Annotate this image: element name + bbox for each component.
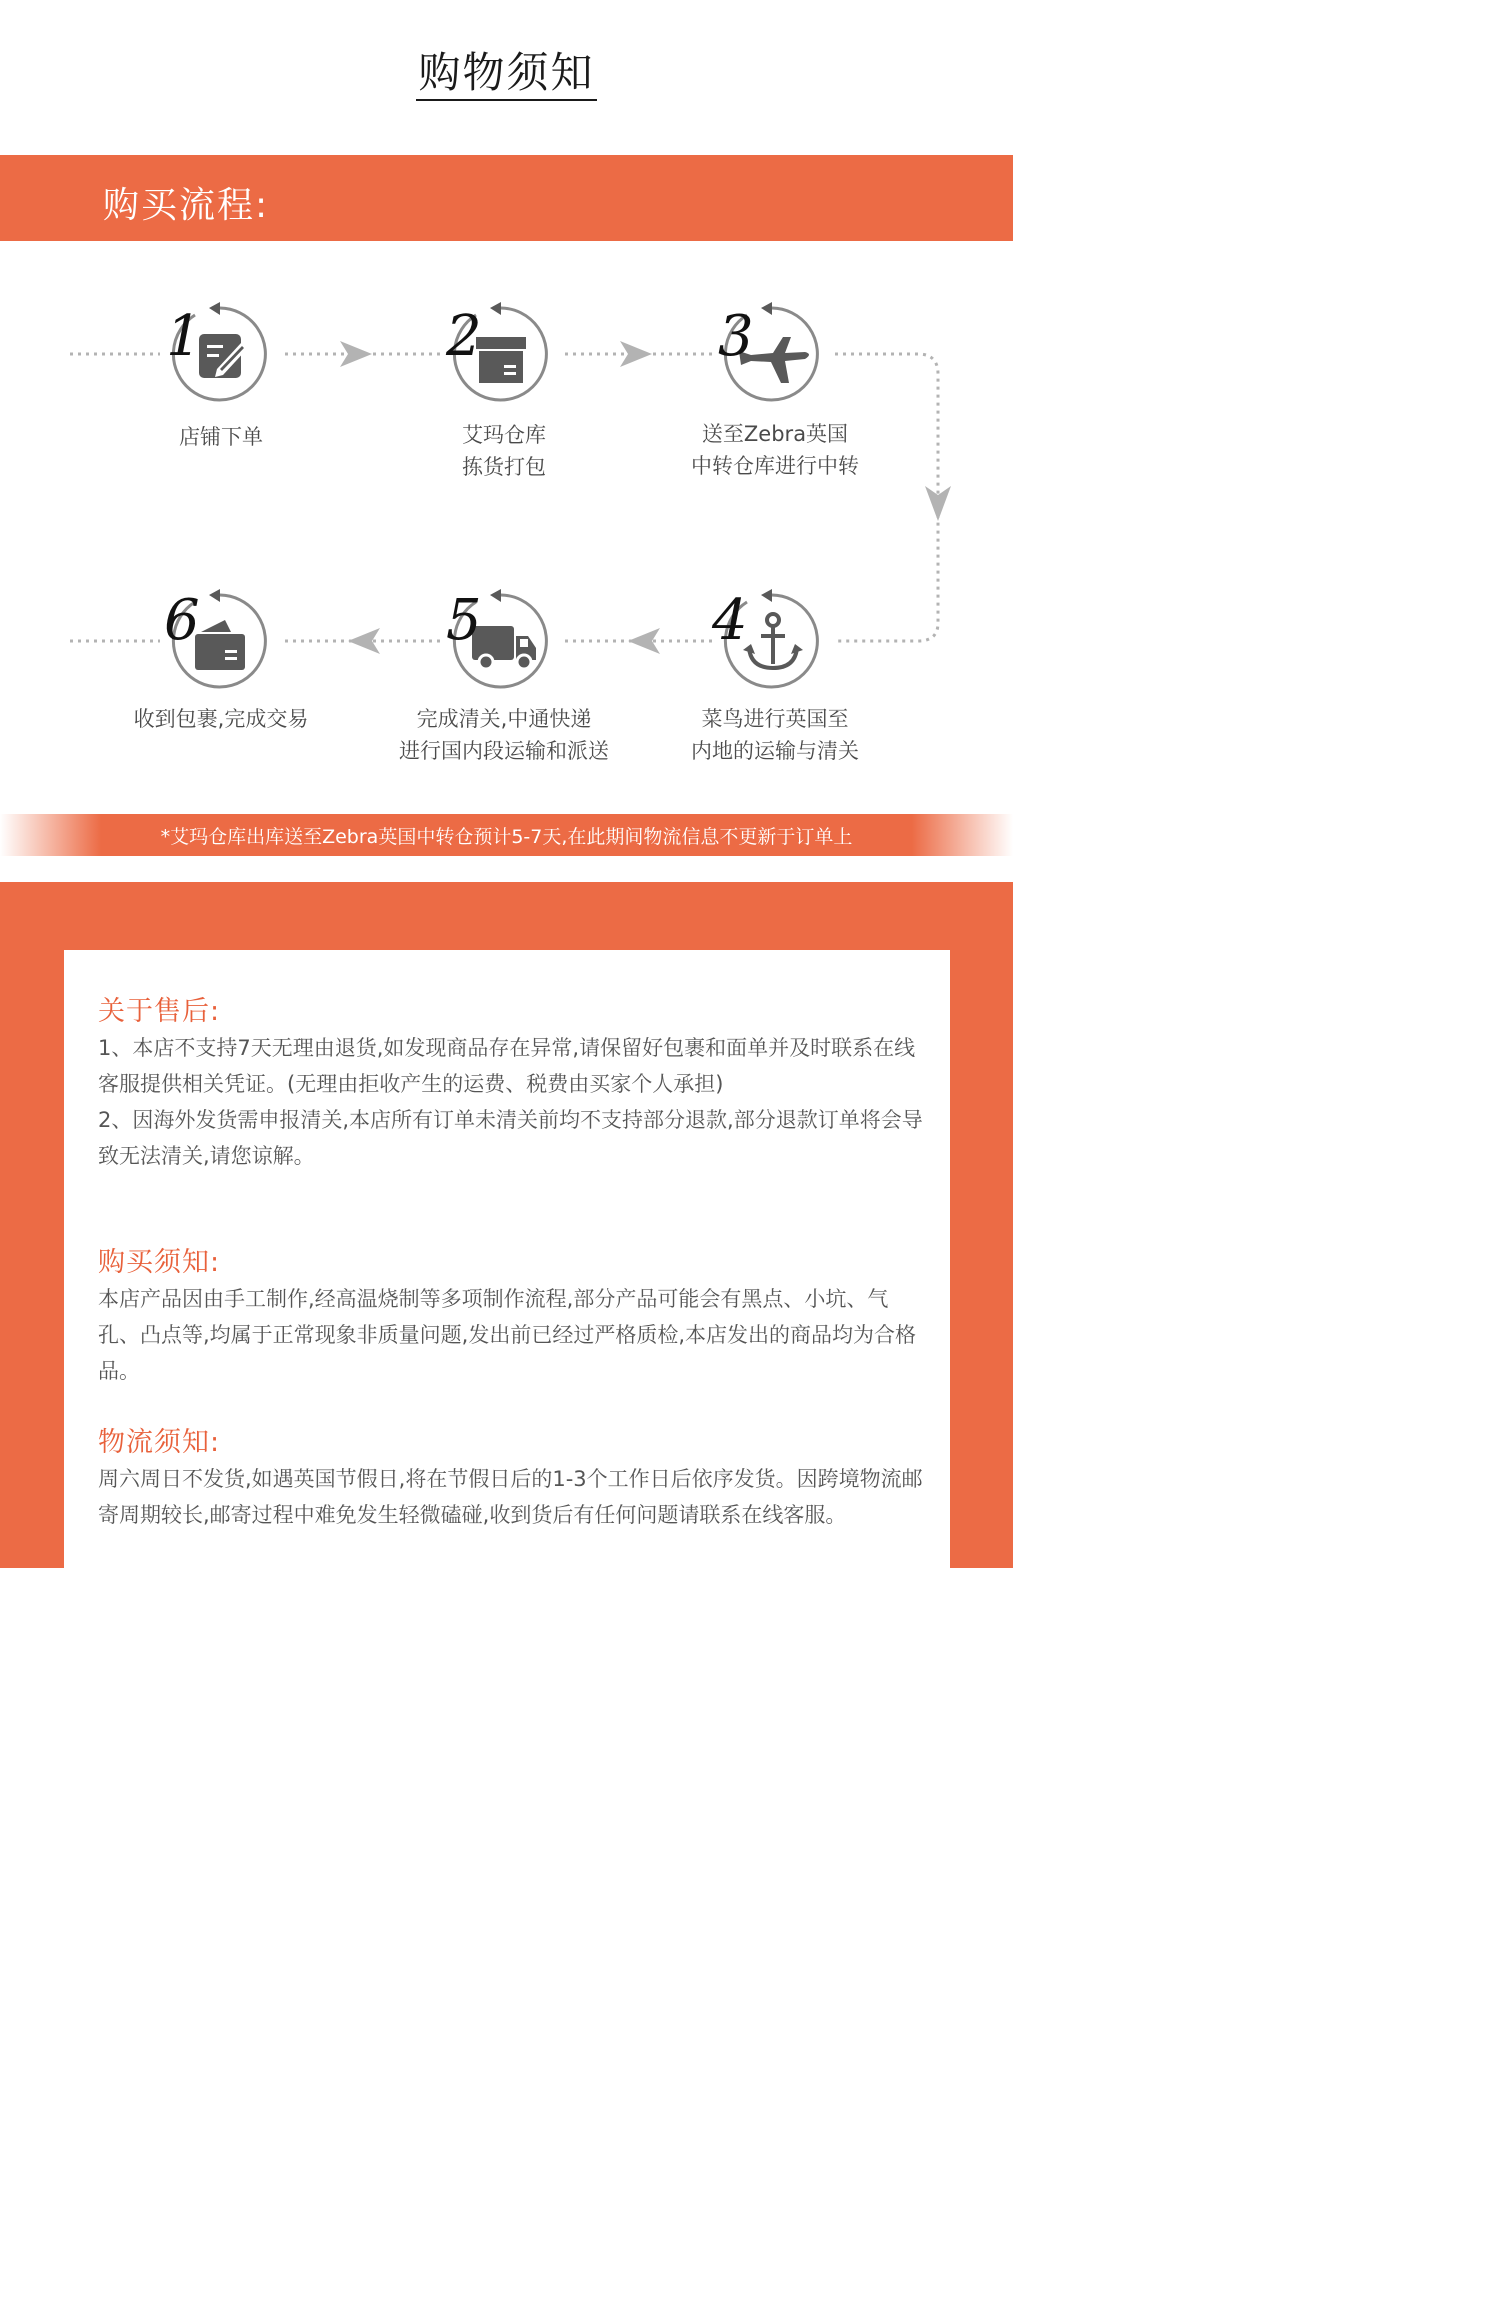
step-5-line-2: 进行国内段运输和派送: [399, 739, 609, 763]
purchase-process-flow: [0, 241, 1013, 881]
arrow-right-icon: [620, 341, 652, 367]
arrow-right-icon: [340, 341, 372, 367]
page-title: 购物须知: [0, 40, 1013, 100]
step-3-line-2: 中转仓库进行中转: [691, 454, 859, 478]
step-4-label: [645, 703, 905, 767]
after-sales-paragraph-1: 1、本店不支持7天无理由退货,如发现商品存在异常,请保留好包裹和面单并及时联系在线客服提供相关凭证。(无理由拒收产生的运费、税费由买家个人承担): [98, 1036, 916, 1096]
step-2-line-2: 拣货打包: [462, 455, 546, 479]
step-5-line-1: 完成清关,中通快递: [416, 707, 592, 731]
step-2-number: 2: [446, 304, 482, 369]
policy-section: [0, 882, 1013, 1568]
step-4-line-2: 内地的运输与清关: [691, 739, 859, 763]
logistics-notes-heading: 物流须知:: [98, 1427, 221, 1458]
logistics-notes-paragraph: 周六周日不发货,如遇英国节假日,将在节假日后的1-3个工作日后依序发货。因跨境物流邮寄周期较长,邮寄过程中难免发生轻微磕碰,收到货后有任何问题请联系在线客服。: [98, 1467, 923, 1527]
step-2-label: [374, 419, 634, 483]
step-4-line-1: 菜鸟进行英国至: [701, 707, 849, 731]
step-5-label: [374, 703, 634, 767]
transit-notice-text: *艾玛仓库出库送至Zebra英国中转仓预计5-7天,在此期间物流信息不更新于订单上: [160, 826, 853, 848]
step-6-line-1: 收到包裹,完成交易: [133, 707, 309, 731]
step-1-line-1: 店铺下单: [179, 425, 263, 449]
purchase-notes-heading: 购买须知:: [98, 1247, 221, 1278]
step-4-number: 4: [712, 588, 748, 653]
logistics-notes-section: [98, 1425, 928, 1533]
policy-card: [64, 950, 950, 1590]
step-3-number: 3: [718, 304, 754, 369]
step-5-number: 5: [446, 588, 482, 653]
purchase-notes-section: [98, 1245, 928, 1389]
after-sales-heading: 关于售后:: [98, 996, 221, 1027]
purchase-process-banner: [0, 155, 1013, 241]
purchase-process-heading: 购买流程:: [103, 185, 270, 226]
step-1-label: [91, 421, 351, 453]
step-1-number: 1: [166, 304, 202, 369]
after-sales-section: [98, 994, 928, 1174]
transit-notice-banner: [0, 814, 1013, 856]
step-6-number: 6: [164, 588, 200, 653]
purchase-notes-paragraph: 本店产品因由手工制作,经高温烧制等多项制作流程,部分产品可能会有黑点、小坑、气孔、凸点等,均属于正常现象非质量问题,发出前已经过严格质检,本店发出的商品均为合格品。: [98, 1287, 917, 1383]
step-3-line-1: 送至Zebra英国: [701, 422, 849, 446]
step-2-line-1: 艾玛仓库: [462, 423, 546, 447]
step-3-label: [645, 418, 905, 482]
after-sales-paragraph-2: 2、因海外发货需申报清关,本店所有订单未清关前均不支持部分退款,部分退款订单将会导致无法清关,请您谅解。: [98, 1108, 923, 1168]
step-6-label: [91, 703, 351, 735]
